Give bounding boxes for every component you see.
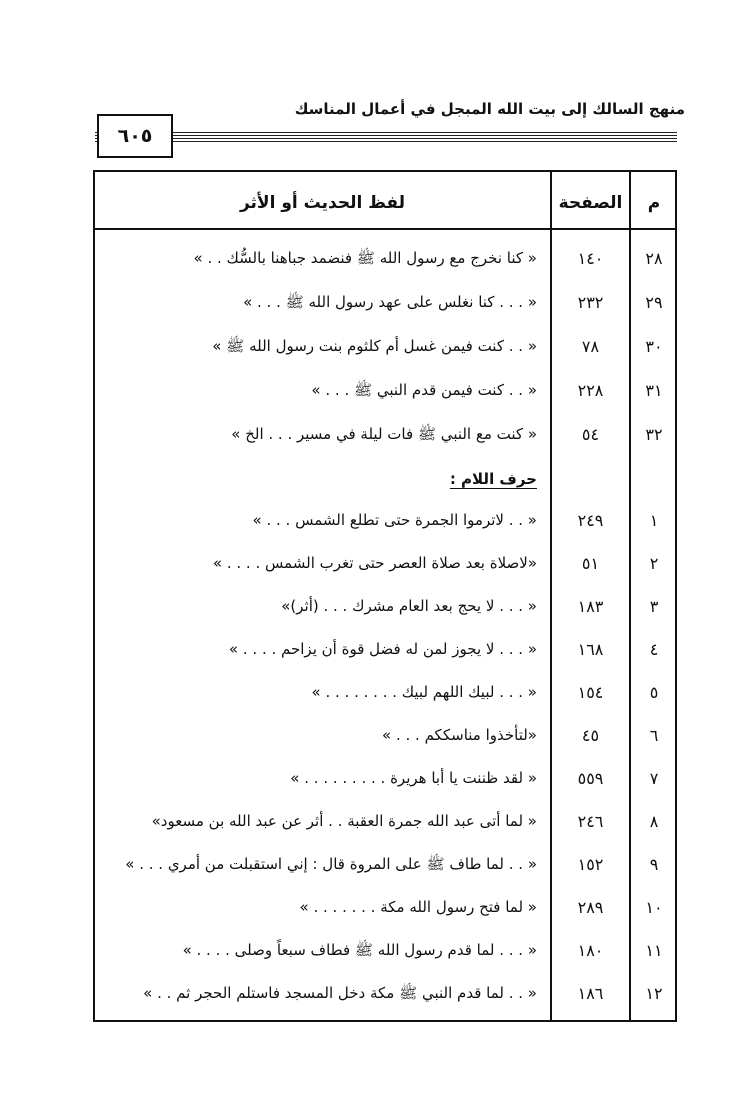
table-row [95, 332, 675, 362]
table-row [95, 764, 675, 794]
row-page: ٤٥ [581, 726, 600, 745]
row-text: « كنت مع النبي ﷺ فات ليلة في مسير . . . الخ » [231, 425, 537, 443]
row-page: ١٨٠ [577, 941, 604, 960]
row-number: ٥ [649, 683, 659, 702]
row-page: ٥٥٩ [577, 769, 604, 788]
row-page: ٢٨٩ [577, 898, 604, 917]
table-row [95, 936, 675, 966]
row-number: ٣٠ [645, 337, 663, 356]
row-text: « . . . كنا نغلس على عهد رسول الله ﷺ . . . » [243, 293, 537, 311]
header-divider [95, 228, 675, 230]
header-rule [95, 130, 677, 142]
table-row [95, 549, 675, 579]
table-row [95, 420, 675, 450]
row-page: ١٥٢ [577, 855, 604, 874]
row-page: ١٨٣ [577, 597, 604, 616]
header-number: م [647, 193, 661, 213]
row-text: « . . . لا يجوز لمن له فضل قوة أن يزاحم . . . . » [228, 640, 537, 658]
header-text: لفظ الحديث أو الأثر [239, 193, 406, 213]
row-number: ٤ [649, 640, 659, 659]
row-number: ٣٢ [645, 425, 663, 444]
row-page: ٢٤٩ [577, 511, 604, 530]
row-number: ٢٨ [645, 249, 663, 268]
row-text: « . . كنت فيمن غسل أم كلثوم بنت رسول الله ﷺ » [212, 337, 537, 355]
row-page: ٢٣٢ [577, 293, 604, 312]
row-number: ١٢ [645, 984, 663, 1003]
table-row [95, 506, 675, 536]
row-text: « . . . لبيك اللهم لبيك . . . . . . . . » [311, 683, 537, 701]
table-row [95, 244, 675, 274]
header-page: الصفحة [558, 193, 623, 213]
row-number: ٢ [649, 554, 659, 573]
table-row [95, 721, 675, 751]
row-page: ١٨٦ [577, 984, 604, 1003]
table-row [95, 807, 675, 837]
running-title: منهج السالك إلى بيت الله المبجل في أعمال المناسك [294, 100, 685, 118]
table-row [95, 678, 675, 708]
row-number: ٣ [649, 597, 659, 616]
row-number: ٩ [649, 855, 659, 874]
row-page: ١٤٠ [577, 249, 604, 268]
row-text: «لتأخذوا مناسككم . . . » [382, 726, 537, 744]
row-text: « كنا نخرج مع رسول الله ﷺ فنضمد جباهنا بالسُّك . . » [193, 249, 537, 267]
row-text: « لما فتح رسول الله مكة . . . . . . . » [299, 898, 537, 916]
row-page: ٢٤٦ [577, 812, 604, 831]
row-number: ١١ [645, 941, 663, 960]
row-text: « . . لاترموا الجمرة حتى تطلع الشمس . . . » [252, 511, 537, 529]
row-page: ٢٢٨ [577, 381, 604, 400]
row-text: « . . لما قدم النبي ﷺ مكة دخل المسجد فاستلم الحجر ثم . . » [143, 984, 537, 1002]
table-row [95, 635, 675, 665]
table-row [95, 592, 675, 622]
row-text: « . . لما طاف ﷺ على المروة قال : إني استقبلت من أمري . . . » [125, 855, 537, 873]
row-text: « لما أتى عبد الله جمرة العقبة . . أثر عن عبد الله بن مسعود» [151, 812, 537, 830]
page-number: ٦٠٥ [97, 114, 173, 158]
row-page: ٥٤ [581, 425, 600, 444]
row-text: « . . كنت فيمن قدم النبي ﷺ . . . » [311, 381, 537, 399]
table-row [95, 850, 675, 880]
row-text: « لقد ظننت يا أبا هريرة . . . . . . . . . » [290, 769, 537, 787]
index-table [93, 170, 677, 1022]
table-row [95, 979, 675, 1009]
table-row [95, 288, 675, 318]
row-page: ٥١ [581, 554, 600, 573]
row-page: ٧٨ [581, 337, 600, 356]
table-row [95, 893, 675, 923]
row-text: « . . . لا يحج بعد العام مشرك . . . (أثر)» [281, 597, 537, 615]
table-row [95, 376, 675, 406]
row-number: ١ [649, 511, 659, 530]
row-page: ١٥٤ [577, 683, 604, 702]
row-text: «لاصلاة بعد صلاة العصر حتى تغرب الشمس . . . . » [212, 554, 537, 572]
row-number: ٦ [649, 726, 659, 745]
row-number: ٣١ [645, 381, 663, 400]
section-title: حرف اللام : [449, 470, 537, 488]
row-text: « . . . لما قدم رسول الله ﷺ فطاف سبعاً وصلى . . . . » [182, 941, 537, 959]
row-number: ١٠ [645, 898, 663, 917]
row-number: ٨ [649, 812, 659, 831]
row-number: ٢٩ [645, 293, 663, 312]
row-number: ٧ [649, 769, 659, 788]
row-page: ١٦٨ [577, 640, 604, 659]
